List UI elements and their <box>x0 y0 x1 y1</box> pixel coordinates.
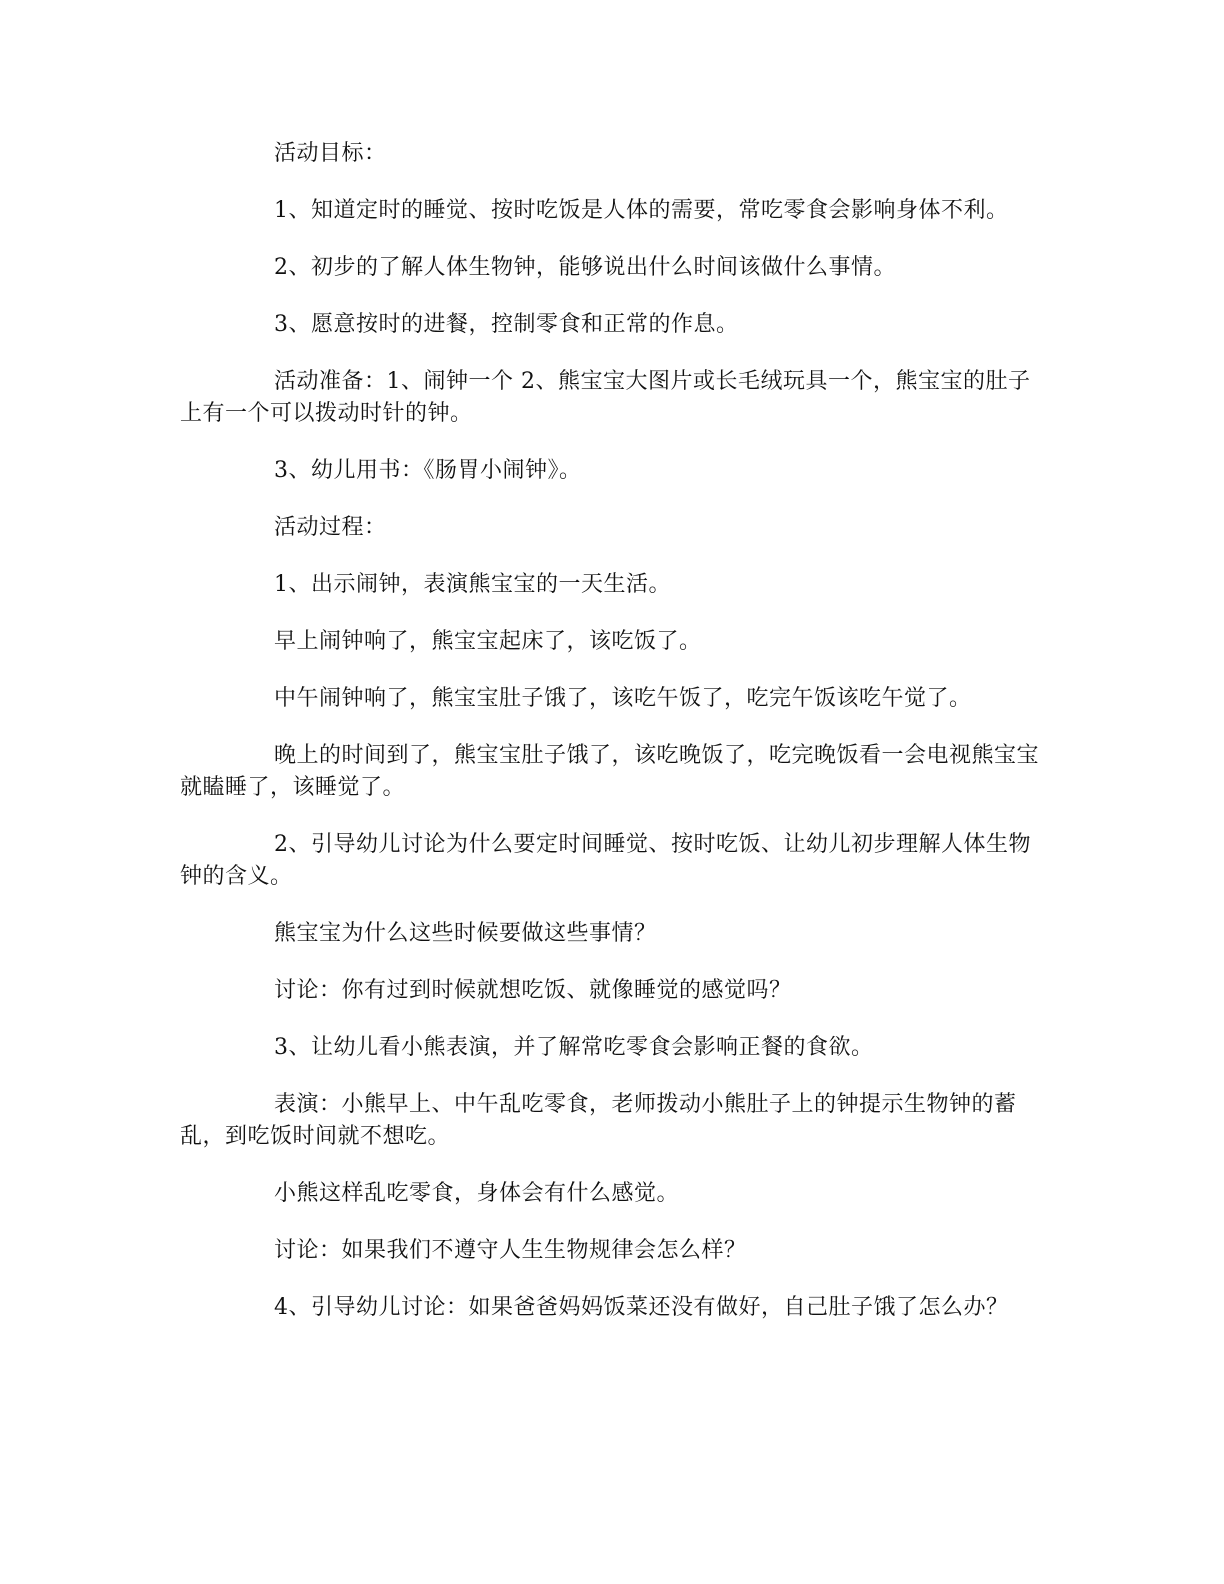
process-step-3: 3、让幼儿看小熊表演，并了解常吃零食会影响正餐的食欲。 <box>274 1035 874 1060</box>
process-step-2: 2、引导幼儿讨论为什么要定时间睡觉、按时吃饭、让幼儿初步理解人体生物钟的含义。 <box>180 832 1031 889</box>
process-step-4: 4、引导幼儿讨论：如果爸爸妈妈饭菜还没有做好，自己肚子饿了怎么办？ <box>274 1295 1009 1320</box>
process-noon: 中午闹钟响了，熊宝宝肚子饿了，该吃午饭了，吃完午饭该吃午觉了。 <box>274 686 972 711</box>
goal-item-1: 1、知道定时的睡觉、按时吃饭是人体的需要，常吃零食会影响身体不利。 <box>274 198 1009 223</box>
preparation-item-3: 3、幼儿用书：《肠胃小闹钟》。 <box>274 458 582 483</box>
goal-item-3: 3、愿意按时的进餐，控制零食和正常的作息。 <box>274 312 739 337</box>
process-step-1: 1、出示闹钟，表演熊宝宝的一天生活。 <box>274 572 671 597</box>
process-question-2: 小熊这样乱吃零食，身体会有什么感觉。 <box>274 1181 680 1206</box>
process-discussion-1: 讨论：你有过到时候就想吃饭、就像睡觉的感觉吗？ <box>274 978 792 1003</box>
document-body <box>180 138 1040 1349</box>
process-question-1: 熊宝宝为什么这些时候要做这些事情？ <box>274 921 657 946</box>
heading-activity-goals: 活动目标： <box>274 141 387 166</box>
process-morning: 早上闹钟响了，熊宝宝起床了，该吃饭了。 <box>274 629 702 654</box>
process-discussion-2: 讨论：如果我们不遵守人生生物规律会怎么样？ <box>274 1238 747 1263</box>
heading-activity-process: 活动过程： <box>274 515 387 540</box>
activity-preparation: 活动准备：1、闹钟一个 2、熊宝宝大图片或长毛绒玩具一个，熊宝宝的肚子上有一个可以拨动时针的钟。 <box>180 369 1031 426</box>
process-evening: 晚上的时间到了，熊宝宝肚子饿了，该吃晚饭了，吃完晚饭看一会电视熊宝宝就瞌睡了，该睡觉了。 <box>180 743 1040 800</box>
goal-item-2: 2、初步的了解人体生物钟，能够说出什么时间该做什么事情。 <box>274 255 896 280</box>
process-performance: 表演：小熊早上、中午乱吃零食，老师拨动小熊肚子上的钟提示生物钟的蓄乱，到吃饭时间就不想吃。 <box>180 1092 1017 1149</box>
